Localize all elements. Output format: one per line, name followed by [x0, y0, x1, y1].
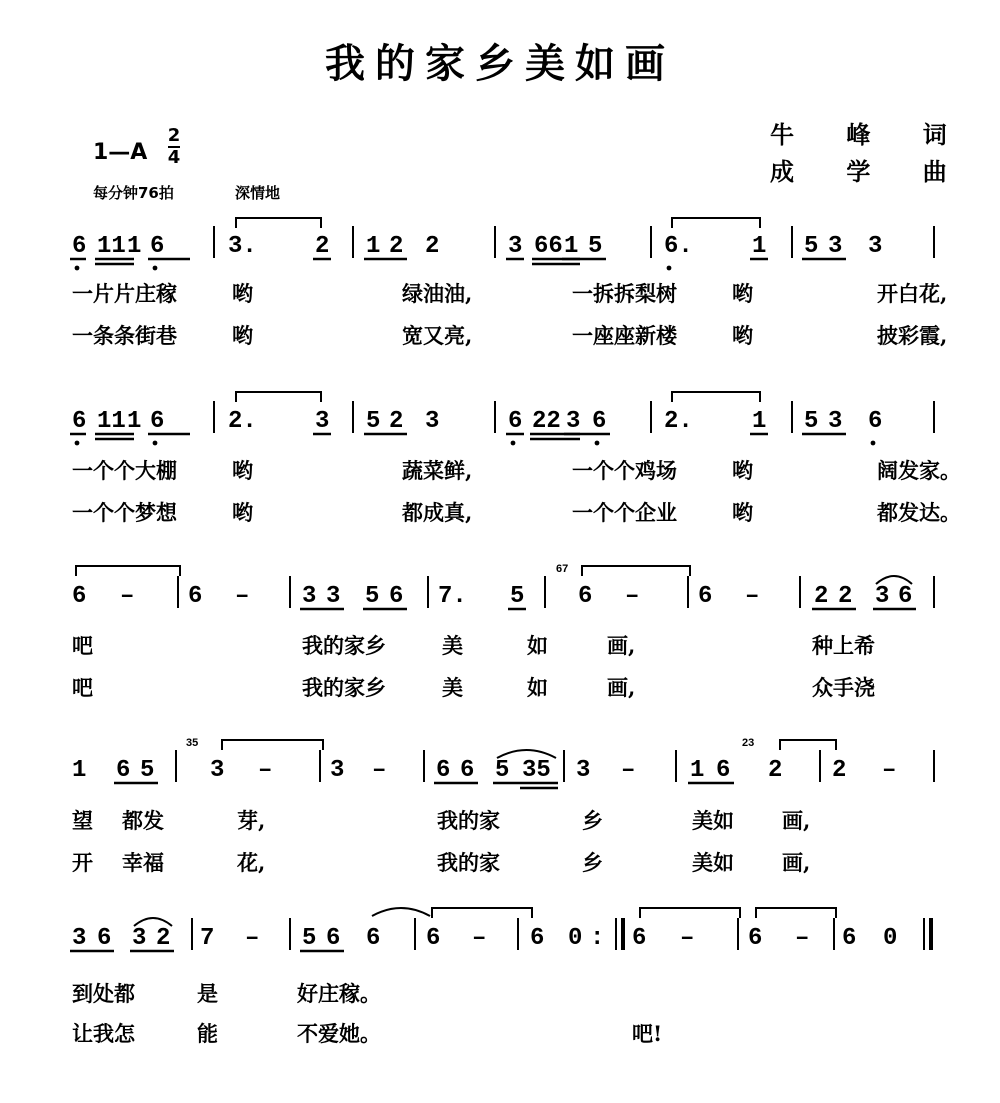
- lyric-word: 都成真,: [402, 500, 473, 525]
- note: –: [258, 757, 273, 784]
- lyric-word: 都发: [122, 808, 164, 833]
- lyric-word: 到处都: [72, 981, 135, 1006]
- lyric-word: 哟: [732, 500, 753, 525]
- lyric-word: 阔发家。: [877, 458, 961, 483]
- note: 6: [868, 408, 883, 435]
- lyric-word: 吧: [72, 675, 93, 700]
- tie-bracket: [672, 218, 760, 228]
- tempo-marking: 每分钟76拍: [93, 184, 174, 202]
- note: 2: [814, 583, 829, 610]
- note: –: [245, 925, 260, 952]
- note: –: [745, 583, 760, 610]
- note: 6: [326, 925, 341, 952]
- note: 1: [752, 408, 767, 435]
- note: –: [680, 925, 695, 952]
- lyric-word: 我的家乡: [302, 633, 386, 658]
- lyric-word: 我的家乡: [302, 675, 386, 700]
- lyric-word: 蔬菜鲜,: [402, 458, 473, 483]
- note: 2: [425, 233, 440, 260]
- expression-marking: 深情地: [235, 184, 281, 202]
- lyric-word: 美如: [692, 808, 734, 833]
- note: 1: [752, 233, 767, 260]
- note: 5: [804, 408, 819, 435]
- note: :: [590, 925, 605, 952]
- note: 6: [842, 925, 857, 952]
- note: –: [120, 583, 135, 610]
- note: 5: [510, 583, 525, 610]
- tie-bracket: [672, 392, 760, 402]
- lyric-word: 一拆拆梨树: [572, 281, 677, 306]
- lyric-word: 哟: [232, 500, 253, 525]
- octave-dot: [871, 441, 876, 446]
- lyric-word: 都发达。: [877, 500, 961, 525]
- lyric-word: 美: [442, 633, 463, 658]
- lyric-word: 好庄稼。: [297, 981, 381, 1006]
- note: 1: [127, 408, 142, 435]
- note: 3: [425, 408, 440, 435]
- note: 6: [460, 757, 475, 784]
- lyric-word: 一条条街巷: [72, 323, 177, 348]
- grace-note: 35: [186, 737, 199, 749]
- lyric-word: 种上希: [812, 633, 875, 658]
- note: 3: [868, 233, 883, 260]
- grace-note: 23: [742, 737, 755, 749]
- lyric-word: 我的家: [437, 808, 500, 833]
- lyric-word: 开: [72, 850, 93, 875]
- lyricist-credit: 牛 峰 词: [770, 120, 969, 149]
- lyric-word: 一个个企业: [572, 500, 677, 525]
- time-denominator: 4: [167, 147, 181, 168]
- lyric-word: 众手浇: [812, 675, 875, 700]
- note: 1: [564, 233, 579, 260]
- lyric-word: 一个个梦想: [72, 500, 177, 525]
- lyric-word: 芽,: [237, 808, 266, 833]
- lyric-word: 是: [197, 981, 218, 1006]
- note: 2: [315, 233, 330, 260]
- octave-dot: [75, 266, 80, 271]
- lyric-word: 不爱她。: [297, 1021, 381, 1046]
- note: 3: [875, 583, 890, 610]
- note: 6: [97, 925, 112, 952]
- note: 2: [768, 757, 783, 784]
- lyric-word: 乡: [582, 808, 603, 833]
- note: 3: [330, 757, 345, 784]
- lyric-word: 画,: [607, 675, 636, 700]
- note: 3: [302, 583, 317, 610]
- lyric-word: 披彩霞,: [877, 323, 948, 348]
- note: –: [372, 757, 387, 784]
- lyric-word: 宽又亮,: [402, 323, 473, 348]
- note: 66: [534, 233, 563, 260]
- grace-note: 67: [556, 563, 569, 575]
- note: 6: [426, 925, 441, 952]
- note: 6: [508, 408, 523, 435]
- lyric-word: 绿油油,: [402, 281, 473, 306]
- note: 6: [72, 233, 87, 260]
- note: 5: [302, 925, 317, 952]
- note: 1: [690, 757, 705, 784]
- lyric-word: 一座座新楼: [572, 323, 677, 348]
- note: 2: [156, 925, 171, 952]
- lyric-word: 画,: [782, 808, 811, 833]
- note: 3: [828, 233, 843, 260]
- time-numerator: 2: [167, 125, 181, 146]
- note: 3: [210, 757, 225, 784]
- lyric-word: 哟: [732, 323, 753, 348]
- lyric-word: 美如: [692, 850, 734, 875]
- note: 0: [883, 925, 898, 952]
- note: 7.: [438, 583, 467, 610]
- note: 2: [832, 757, 847, 784]
- note: 5: [588, 233, 603, 260]
- octave-dot: [595, 441, 600, 446]
- tie-bracket: [236, 218, 321, 228]
- lyric-word: 哟: [232, 281, 253, 306]
- lyric-word: 哟: [732, 458, 753, 483]
- lyric-word: 乡: [582, 850, 603, 875]
- note: –: [795, 925, 810, 952]
- lyric-word: 我的家: [437, 850, 500, 875]
- lyric-word: 开白花,: [877, 281, 948, 306]
- note: 5: [365, 583, 380, 610]
- note: 1: [127, 233, 142, 260]
- note: –: [472, 925, 487, 952]
- note: 6: [592, 408, 607, 435]
- note: 6: [698, 583, 713, 610]
- note: 11: [97, 408, 126, 435]
- tie-bracket: [432, 908, 532, 918]
- note: 6: [150, 408, 165, 435]
- lyric-word: 如: [527, 675, 548, 700]
- lyric-word: 一个个大棚: [72, 458, 177, 483]
- note: 6: [578, 583, 593, 610]
- lyric-word: 让我怎: [72, 1021, 135, 1046]
- lyric-word: 哟: [232, 323, 253, 348]
- note: 6: [436, 757, 451, 784]
- note: –: [621, 757, 636, 784]
- slur: [372, 908, 430, 916]
- note: 6.: [664, 233, 693, 260]
- note: –: [235, 583, 250, 610]
- tie-bracket: [780, 740, 836, 750]
- note: 3: [828, 408, 843, 435]
- tie-bracket: [222, 740, 323, 750]
- key-signature: 1—A: [93, 140, 148, 165]
- note: 6: [748, 925, 763, 952]
- note: 5: [366, 408, 381, 435]
- note: 6: [72, 583, 87, 610]
- lyric-word: 一片片庄稼: [72, 281, 177, 306]
- note: 6: [716, 757, 731, 784]
- lyric-word: 画,: [782, 850, 811, 875]
- note: 3: [315, 408, 330, 435]
- note: 6: [150, 233, 165, 260]
- note: 6: [530, 925, 545, 952]
- tie-bracket: [640, 908, 740, 918]
- note: 11: [97, 233, 126, 260]
- note: 1: [366, 233, 381, 260]
- note: 0: [568, 925, 583, 952]
- note: 22: [532, 408, 561, 435]
- note: 5: [140, 757, 155, 784]
- note: 1: [72, 757, 87, 784]
- tie-bracket: [236, 392, 321, 402]
- lyric-word: 幸福: [122, 850, 164, 875]
- lyric-word: 花,: [237, 850, 266, 875]
- note: 5: [804, 233, 819, 260]
- note: 3: [72, 925, 87, 952]
- lyric-word: 哟: [232, 458, 253, 483]
- note: 5: [495, 757, 510, 784]
- note: 6: [366, 925, 381, 952]
- note: 3: [566, 408, 581, 435]
- tie-bracket: [582, 566, 690, 576]
- note: –: [882, 757, 897, 784]
- octave-dot: [511, 441, 516, 446]
- lyric-word: 望: [72, 808, 93, 833]
- lyric-word: 如: [527, 633, 548, 658]
- tie-bracket: [76, 566, 180, 576]
- note: 7: [200, 925, 215, 952]
- lyric-word: 哟: [732, 281, 753, 306]
- song-title: 我的家乡美如画: [325, 40, 675, 87]
- composer-credit: 成 学 曲: [770, 157, 969, 186]
- note: 6: [389, 583, 404, 610]
- note: 35: [522, 757, 551, 784]
- note: 3: [326, 583, 341, 610]
- tie-bracket: [756, 908, 836, 918]
- note: –: [625, 583, 640, 610]
- lyric-word: 吧: [72, 633, 93, 658]
- note: 6: [632, 925, 647, 952]
- note: 3: [576, 757, 591, 784]
- note: 2.: [664, 408, 693, 435]
- note: 6: [188, 583, 203, 610]
- note: 2: [838, 583, 853, 610]
- octave-dot: [153, 441, 158, 446]
- lyric-word: 能: [197, 1021, 218, 1046]
- octave-dot: [75, 441, 80, 446]
- octave-dot: [667, 266, 672, 271]
- note: 3: [508, 233, 523, 260]
- lyric-word: 一个个鸡场: [572, 458, 677, 483]
- note: 2: [389, 408, 404, 435]
- note: 6: [898, 583, 913, 610]
- note: 2.: [228, 408, 257, 435]
- lyric-word: 美: [442, 675, 463, 700]
- note: 2: [389, 233, 404, 260]
- note: 3.: [228, 233, 257, 260]
- note: 3: [132, 925, 147, 952]
- note: 6: [116, 757, 131, 784]
- note: 6: [72, 408, 87, 435]
- octave-dot: [153, 266, 158, 271]
- lyric-word: 吧!: [632, 1021, 663, 1046]
- lyric-word: 画,: [607, 633, 636, 658]
